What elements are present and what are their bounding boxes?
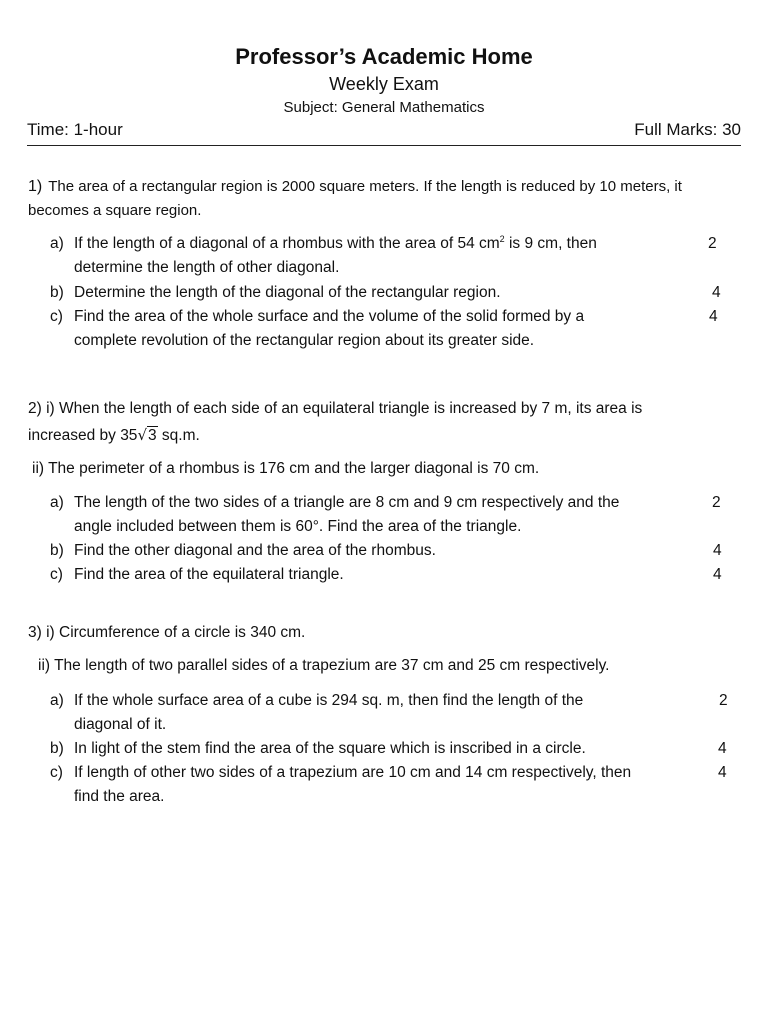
q2-a-line1: The length of the two sides of a triangle are 8 cm and 9 cm respectively and the: [74, 494, 620, 511]
header-divider: [27, 145, 741, 146]
q2-part-b: [50, 539, 436, 563]
q3-part-c: [50, 761, 631, 809]
exam-name: Weekly Exam: [329, 74, 439, 94]
q2-stem-i-line1: 2) i) When the length of each side of an equilateral triangle is increased by 7 m, its area is: [28, 400, 643, 417]
q2-part-c: [50, 563, 344, 587]
q2-stem-ii: ii) The perimeter of a rhombus is 176 cm and the larger diagonal is 70 cm.: [32, 460, 540, 477]
q2-c-text: Find the area of the equilateral triangle.: [74, 566, 344, 583]
q1-b-mark: 4: [712, 284, 721, 301]
q1-a-line2: determine the length of other diagonal.: [74, 259, 340, 276]
q2-b-mark: 4: [713, 542, 722, 559]
q2-c-label: c): [50, 566, 63, 583]
q2-a-label: a): [50, 494, 64, 511]
q1-b-text: Determine the length of the diagonal of the rectangular region.: [74, 284, 501, 301]
q3-a-mark: 2: [719, 692, 728, 709]
q2-b-label: b): [50, 542, 64, 559]
full-marks: Full Marks: 30: [634, 120, 741, 139]
sqrt-symbol: √: [137, 426, 147, 444]
q3-c-label: c): [50, 764, 63, 781]
q1-part-a: [50, 232, 597, 280]
q1-number: 1): [28, 178, 43, 195]
q1-part-c: [50, 305, 584, 353]
q3-stem-i: 3) i) Circumference of a circle is 340 cm.: [28, 624, 306, 641]
q1-a-label: a): [50, 235, 64, 252]
q1-stem-line2: becomes a square region.: [28, 202, 202, 219]
q2-b-text: Find the other diagonal and the area of the rhombus.: [74, 542, 436, 559]
q1-c-label: c): [50, 308, 63, 325]
q1-c-mark: 4: [709, 308, 718, 325]
q1-stem: [28, 175, 743, 223]
q1-part-b: [50, 281, 501, 305]
q1-stem-line1: The area of a rectangular region is 2000 square meters. If the length is reduced by 10 meters, it: [48, 178, 682, 195]
q2-stem-i: [28, 396, 743, 449]
q1-a-mark: 2: [708, 235, 717, 252]
q1-a-line1-post: is 9 cm, then: [504, 235, 597, 252]
q3-part-a: [50, 689, 583, 737]
time-limit: Time: 1-hour: [27, 120, 123, 139]
q1-b-label: b): [50, 284, 64, 301]
q2-stem-i-line2-pre: increased by 35: [28, 427, 138, 444]
q2-a-line2: angle included between them is 60°. Find the area of the triangle.: [74, 518, 522, 535]
q2-a-mark: 2: [712, 494, 721, 511]
q3-a-line1: If the whole surface area of a cube is 294 sq. m, then find the length of the: [74, 692, 584, 709]
q3-c-line1: If length of other two sides of a trapezium are 10 cm and 14 cm respectively, then: [74, 764, 632, 781]
q3-b-mark: 4: [718, 740, 727, 757]
q3-a-label: a): [50, 692, 64, 709]
q3-c-mark: 4: [718, 764, 727, 781]
q1-c-line1: Find the area of the whole surface and the volume of the solid formed by a: [74, 308, 585, 325]
q3-a-line2: diagonal of it.: [74, 716, 167, 733]
q1-c-line2: complete revolution of the rectangular region about its greater side.: [74, 332, 535, 349]
q2-c-mark: 4: [713, 566, 722, 583]
exam-meta-row: [27, 120, 741, 140]
subject-line: Subject: General Mathematics: [283, 99, 485, 116]
q3-b-label: b): [50, 740, 64, 757]
q1-a-line1-pre: If the length of a diagonal of a rhombus with the area of 54 cm: [74, 235, 500, 252]
institution-title: Professor’s Academic Home: [235, 44, 533, 69]
q3-stem-ii: ii) The length of two parallel sides of a trapezium are 37 cm and 25 cm respectively.: [38, 657, 610, 674]
q2-part-a: [50, 491, 619, 539]
q1-a-superscript: 2: [499, 233, 505, 244]
q2-stem-i-line2-post: sq.m.: [157, 427, 200, 444]
q3-c-line2: find the area.: [74, 788, 165, 805]
q3-part-b: [50, 737, 586, 761]
q3-b-text: In light of the stem find the area of the square which is inscribed in a circle.: [74, 740, 586, 757]
sqrt-radicand: 3: [148, 427, 157, 444]
